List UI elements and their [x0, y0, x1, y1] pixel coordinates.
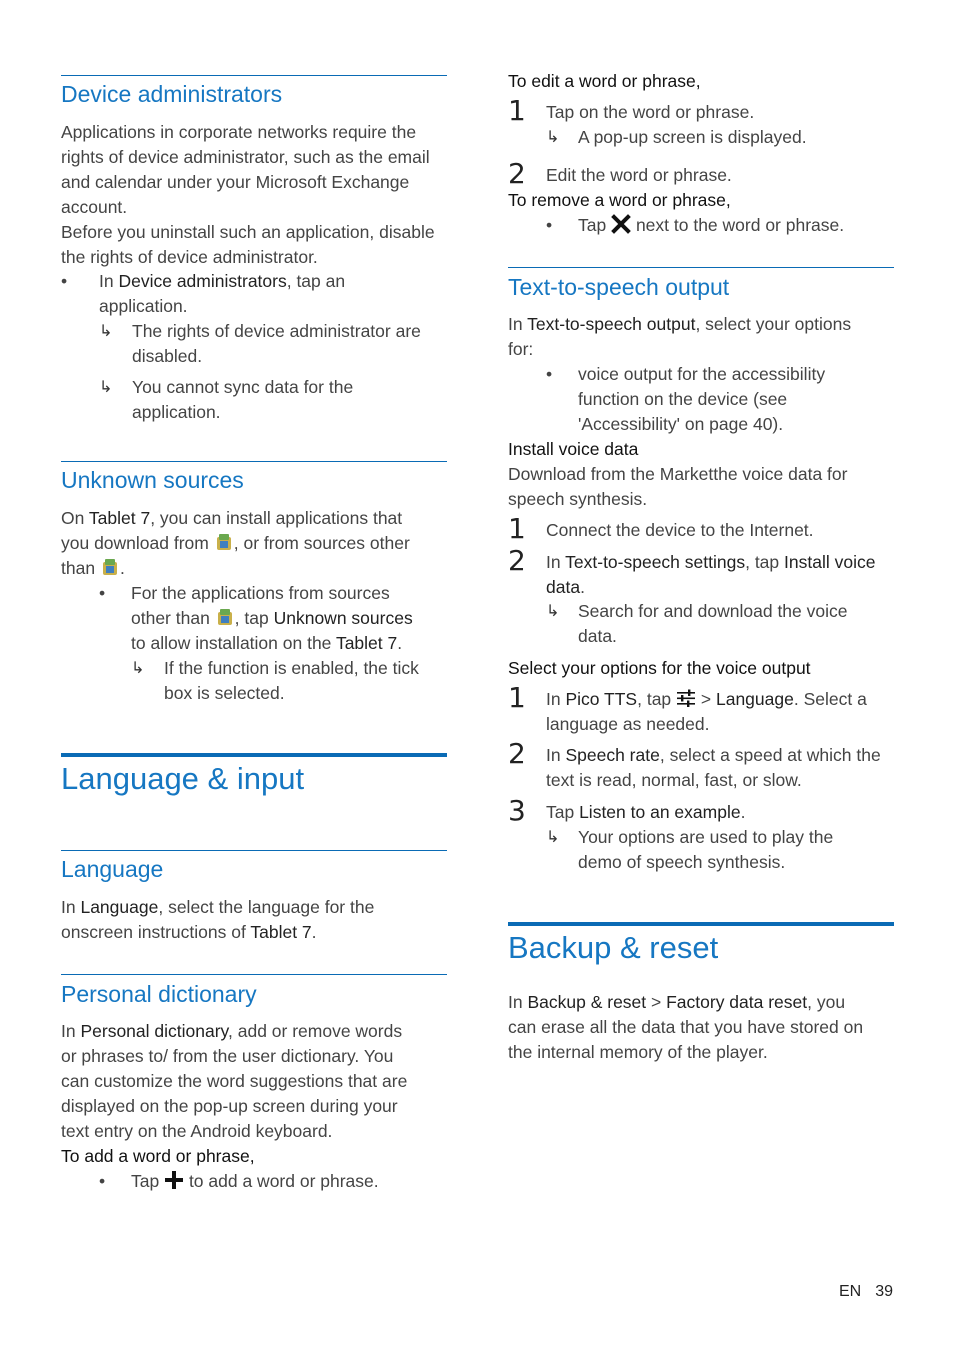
step-number: 3: [508, 794, 526, 827]
text: other than: [131, 608, 215, 628]
text: .: [119, 558, 125, 578]
add-word-label: To add a word or phrase,: [61, 1146, 255, 1166]
unknown-sources-paragraph: [61, 506, 447, 581]
plus-icon: [164, 1170, 184, 1190]
text-line: For the applications from sources: [131, 583, 390, 603]
ui-term: Text-to-speech output: [527, 314, 696, 334]
chapter-rule: [508, 922, 894, 926]
ui-term: Listen to an example: [579, 802, 741, 822]
ui-term: Speech rate: [565, 745, 660, 765]
text-line: data.: [578, 626, 617, 646]
text-line: text entry on the Android keyboard.: [61, 1121, 333, 1141]
ui-term: data: [546, 577, 581, 597]
text-line: speech synthesis.: [508, 489, 648, 509]
heading-text-to-speech: Text-to-speech output: [508, 274, 730, 300]
market-app-icon: [100, 557, 120, 577]
text: >: [646, 992, 667, 1012]
result-arrow-icon: ↳: [546, 603, 560, 620]
text: to add a word or phrase.: [184, 1171, 379, 1191]
ui-term: Language: [715, 689, 794, 709]
bullet-glyph: •: [61, 271, 68, 291]
text-line: rights of device administrator, such as the email: [61, 147, 430, 167]
remove-word-label: To remove a word or phrase,: [508, 190, 731, 210]
bullet-glyph: •: [546, 364, 553, 384]
close-x-icon: [611, 214, 631, 234]
text: to allow installation on the: [131, 633, 336, 653]
personal-dictionary-paragraph: [61, 1019, 447, 1144]
text: In: [546, 689, 566, 709]
backup-paragraph: [508, 990, 894, 1065]
step-number: 1: [508, 681, 526, 714]
text-line: demo of speech synthesis.: [578, 852, 786, 872]
text: , you can install applications that: [150, 508, 403, 528]
text-line: Download from the Marketthe voice data for: [508, 464, 848, 484]
ui-term: Unknown sources: [273, 608, 413, 628]
heading-language-input: Language & input: [61, 761, 305, 796]
text: In: [99, 271, 119, 291]
text-line: function on the device (see: [578, 389, 788, 409]
text: than: [61, 558, 100, 578]
text: , select a speed at which the: [659, 745, 881, 765]
ui-term: Tablet 7: [88, 508, 151, 528]
text: On: [61, 508, 89, 528]
text-line: box is selected.: [164, 683, 285, 703]
text: , you: [807, 992, 846, 1012]
text: Tap: [131, 1171, 165, 1191]
settings-sliders-icon: [676, 688, 696, 708]
text-line: Your options are used to play the: [578, 827, 834, 847]
section-rule: [61, 850, 447, 851]
heading-device-administrators: Device administrators: [61, 81, 283, 107]
section-rule: [61, 75, 447, 76]
step-text: Edit the word or phrase.: [546, 165, 732, 185]
heading-unknown-sources: Unknown sources: [61, 467, 244, 493]
text: In: [546, 745, 566, 765]
text: In: [61, 1021, 81, 1041]
ui-term: Personal dictionary: [80, 1021, 228, 1041]
market-app-icon: [214, 532, 234, 552]
text: .: [580, 577, 585, 597]
text-line: the rights of device administrator.: [61, 247, 318, 267]
market-app-icon: [215, 607, 235, 627]
chapter-rule: [61, 753, 447, 757]
text-line: A pop-up screen is displayed.: [578, 127, 807, 147]
ui-term: Tablet 7: [250, 922, 312, 942]
step-text: Tap on the word or phrase.: [546, 102, 755, 122]
text: , or from sources other: [233, 533, 410, 553]
page-footer: [825, 1279, 893, 1304]
text-line: Before you uninstall such an application, disable: [61, 222, 435, 242]
ui-term: Language: [80, 897, 159, 917]
footer-language: EN: [838, 1283, 862, 1300]
step-number: 2: [508, 737, 526, 770]
text: In: [61, 897, 81, 917]
bullet-glyph: •: [99, 1171, 106, 1191]
result-arrow-icon: ↳: [546, 129, 560, 146]
text-line: application.: [99, 296, 188, 316]
text: , tap an: [286, 271, 346, 291]
text: you download from: [61, 533, 214, 553]
edit-word-label: To edit a word or phrase,: [508, 71, 701, 91]
text-line: application.: [132, 402, 221, 422]
step-number: 1: [508, 512, 526, 545]
language-paragraph: [61, 895, 447, 945]
text-line: the internal memory of the player.: [508, 1042, 768, 1062]
text: In: [546, 552, 566, 572]
text-line: account.: [61, 197, 128, 217]
ui-term: Device administrators: [118, 271, 287, 291]
text: , select your options: [695, 314, 852, 334]
install-voice-paragraph: [508, 462, 894, 512]
text-line: You cannot sync data for the: [132, 377, 354, 397]
step-number: 2: [508, 157, 526, 190]
text-line: disabled.: [132, 346, 203, 366]
text-line: can erase all the data that you have stored on: [508, 1017, 864, 1037]
text-line: text is read, normal, fast, or slow.: [546, 770, 802, 790]
section-rule: [61, 461, 447, 462]
text-line: can customize the word suggestions that are: [61, 1071, 408, 1091]
text: , tap: [234, 608, 274, 628]
text: . Select a: [793, 689, 867, 709]
ui-term: Factory data reset: [666, 992, 808, 1012]
ui-term: Pico TTS: [565, 689, 638, 709]
step-number: 2: [508, 544, 526, 577]
step-text: Connect the device to the Internet.: [546, 520, 814, 540]
text-line: Search for and download the voice: [578, 601, 848, 621]
bullet-glyph: •: [99, 583, 106, 603]
ui-term: Backup & reset: [527, 992, 647, 1012]
text: Tap: [546, 802, 580, 822]
ui-term: Tablet 7: [335, 633, 398, 653]
text: .: [397, 633, 403, 653]
text: .: [311, 922, 317, 942]
select-options-label: Select your options for the voice output: [508, 658, 811, 678]
text-line: and calendar under your Microsoft Exchange: [61, 172, 410, 192]
text-line: 'Accessibility' on page 40).: [578, 414, 784, 434]
text-line: or phrases to/ from the user dictionary. You: [61, 1046, 394, 1066]
text-line: The rights of device administrator are: [132, 321, 421, 341]
section-rule: [61, 974, 447, 975]
text: , tap: [745, 552, 785, 572]
text-line: voice output for the accessibility: [578, 364, 826, 384]
ui-term: Install voice: [784, 552, 876, 572]
install-voice-data-label: Install voice data: [508, 439, 639, 459]
bullet-glyph: •: [546, 215, 553, 235]
result-arrow-icon: ↳: [131, 660, 145, 677]
text-line: language as needed.: [546, 714, 710, 734]
result-arrow-icon: ↳: [99, 323, 113, 340]
text: , tap: [637, 689, 677, 709]
text: , add or remove words: [228, 1021, 403, 1041]
step-number: 1: [508, 94, 526, 127]
heading-personal-dictionary: Personal dictionary: [61, 981, 257, 1007]
text: next to the word or phrase.: [631, 215, 845, 235]
text-line: for:: [508, 339, 534, 359]
text: , select the language for the: [158, 897, 375, 917]
tts-paragraph: [508, 312, 894, 362]
text-line: displayed on the pop-up screen during your: [61, 1096, 398, 1116]
text: In: [508, 992, 528, 1012]
heading-language: Language: [61, 856, 164, 882]
text: >: [696, 689, 716, 709]
result-arrow-icon: ↳: [546, 829, 560, 846]
device-admin-paragraph: [61, 120, 447, 270]
heading-backup-reset: Backup & reset: [508, 930, 719, 965]
ui-term: Text-to-speech settings: [565, 552, 746, 572]
text: onscreen instructions of: [61, 922, 251, 942]
section-rule: [508, 267, 894, 268]
page-number: 39: [875, 1283, 893, 1300]
text: .: [740, 802, 746, 822]
text-line: If the function is enabled, the tick: [164, 658, 419, 678]
text-line: Applications in corporate networks require the: [61, 122, 417, 142]
text: In: [508, 314, 528, 334]
text: Tap: [578, 215, 612, 235]
result-arrow-icon: ↳: [99, 379, 113, 396]
